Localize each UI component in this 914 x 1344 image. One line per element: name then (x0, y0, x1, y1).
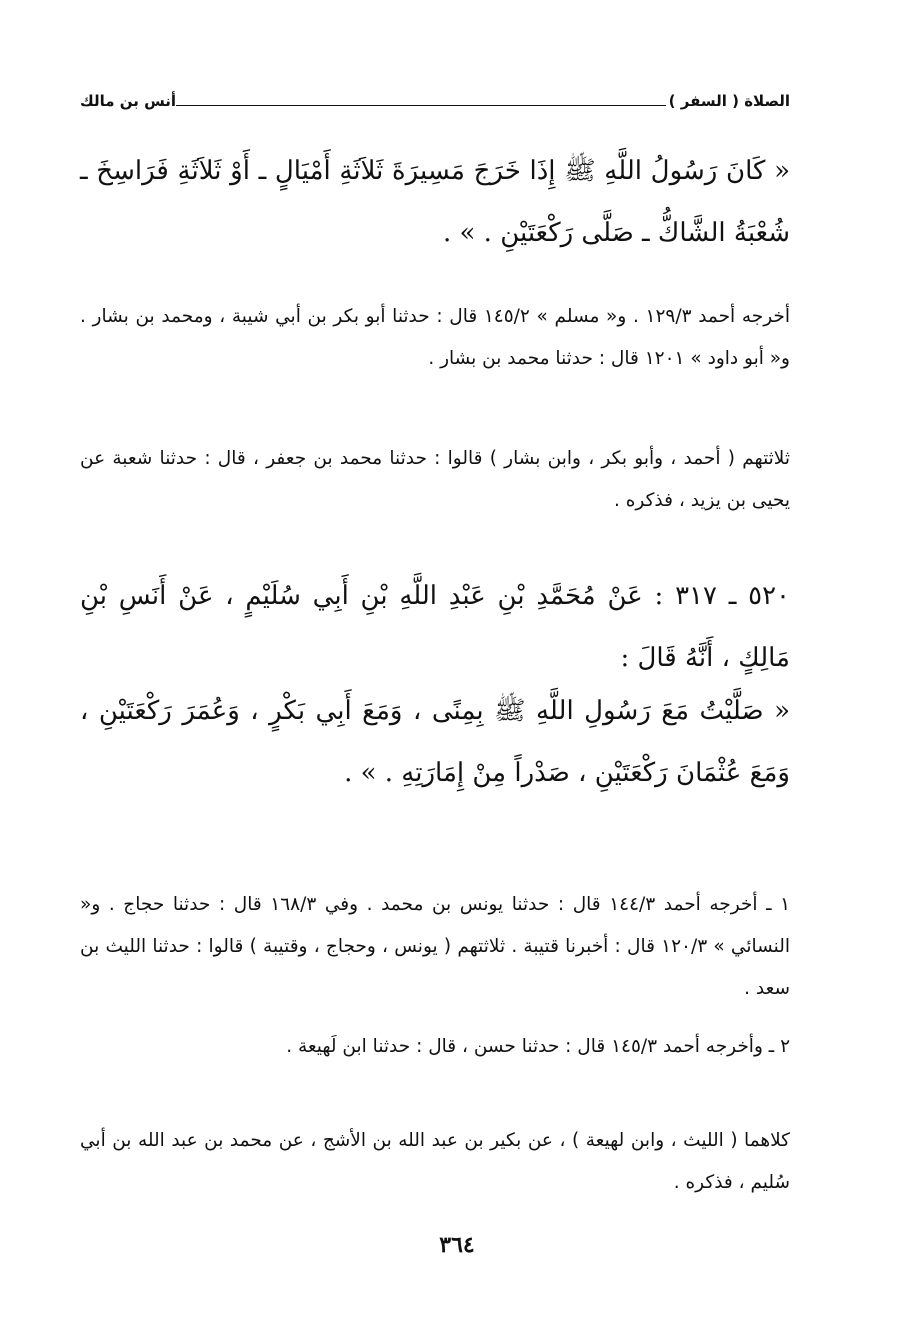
takhrij-paragraph: ٢ ـ وأخرجه أحمد ١٤٥/٣ قال : حدثنا حسن ، قال : حدثنا ابن لَهيعة . (286, 1036, 790, 1057)
running-header (80, 92, 790, 116)
header-rule (176, 105, 666, 106)
header-section-title: الصلاة ( السفر ) (668, 92, 790, 110)
takhrij-paragraph: أخرجه أحمد ١٢٩/٣ . و« مسلم » ١٤٥/٢ قال : حدثنا أبو بكر بن أبي شيبة ، ومحمد بن بشار . و« أبو داود » ١٢٠١ قال : حدثنا محمد بن بشار . (80, 306, 790, 369)
hadith-text: « صَلَّيْتُ مَعَ رَسُولِ اللَّهِ ﷺ بِمِنًى ، وَمَعَ أَبِي بَكْرٍ ، وَعُمَرَ رَكْعَتَيْنِ ، وَمَعَ عُثْمَانَ رَكْعَتَيْنِ ، صَدْراً مِنْ إِمَارَتِهِ . » . (80, 696, 790, 788)
takhrij-paragraph: ثلاثتهم ( أحمد ، وأبو بكر ، وابن بشار ) قالوا : حدثنا محمد بن جعفر ، قال : حدثنا شعبة عن يحيى بن يزيد ، فذكره . (80, 448, 790, 511)
page-number: ٣٦٤ (439, 1232, 475, 1258)
takhrij-paragraph: كلاهما ( الليث ، وابن لهيعة ) ، عن بكير بن عبد الله بن الأشج ، عن محمد بن عبد الله بن أبي سُليم ، فذكره . (80, 1130, 790, 1193)
takhrij-paragraph: ١ ـ أخرجه أحمد ١٤٤/٣ قال : حدثنا يونس بن محمد . وفي ١٦٨/٣ قال : حدثنا حجاج . و« النسائي » ١٢٠/٣ قال : أخبرنا قتيبة . ثلاثتهم ( يونس ، وحجاج ، وقتيبة ) قالوا : حدثنا الليث بن سعد . (80, 894, 791, 999)
hadith-text: « كَانَ رَسُولُ اللَّهِ ﷺ إِذَا خَرَجَ مَسِيرَةَ ثَلاَثَةِ أَمْيَالٍ ـ أَوْ ثَلاَثَةِ فَرَاسِخَ ـ شُعْبَةُ الشَّاكُّ ـ صَلَّى رَكْعَتَيْنِ . » . (80, 156, 790, 248)
hadith-isnad: ٥٢٠ ـ ٣١٧ : عَنْ مُحَمَّدِ بْنِ عَبْدِ اللَّهِ بْنِ أَبِي سُلَيْمٍ ، عَنْ أَنَسِ بْنِ مَالِكٍ ، أَنَّهُ قَالَ : (80, 581, 791, 673)
header-running-title: أنس بن مالك (80, 92, 177, 110)
